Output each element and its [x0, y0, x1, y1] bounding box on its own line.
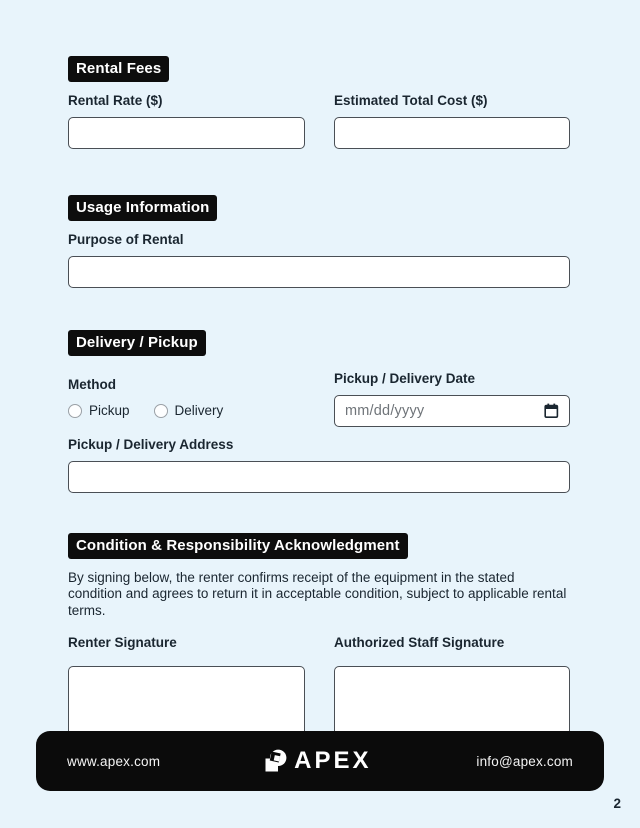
pickup-radio-label: Pickup	[89, 403, 130, 418]
section-title-delivery-pickup: Delivery / Pickup	[68, 330, 206, 356]
method-option-delivery[interactable]	[154, 403, 224, 418]
calendar-icon[interactable]	[544, 403, 559, 419]
rental-rate-label: Rental Rate ($)	[68, 93, 163, 108]
section-title-acknowledgment: Condition & Responsibility Acknowledgment	[68, 533, 408, 559]
section-usage-information	[68, 195, 570, 288]
estimated-total-cost-input[interactable]	[334, 117, 570, 149]
pickup-delivery-address-label: Pickup / Delivery Address	[68, 437, 234, 452]
page-number: 2	[613, 796, 621, 811]
rental-rate-input[interactable]	[68, 117, 305, 149]
section-rental-fees	[68, 56, 570, 149]
brand-wordmark: APEX	[294, 747, 372, 774]
pickup-delivery-date-input[interactable]	[334, 395, 570, 427]
footer-email[interactable]: info@apex.com	[476, 753, 573, 769]
section-delivery-pickup	[68, 330, 570, 493]
purpose-of-rental-input[interactable]	[68, 256, 570, 288]
apex-logo-icon	[265, 749, 287, 773]
pickup-radio-button[interactable]	[68, 404, 82, 418]
method-radio-group	[68, 403, 305, 418]
renter-signature-label: Renter Signature	[68, 635, 177, 651]
estimated-total-cost-label: Estimated Total Cost ($)	[334, 93, 488, 108]
method-option-pickup[interactable]	[68, 403, 130, 418]
acknowledgment-text: By signing below, the renter confirms receipt of the equipment in the stated condition and agrees to return it in acceptable condition, subject to applicable rental terms.	[68, 570, 567, 618]
brand-lockup	[265, 747, 371, 775]
section-title-usage-information: Usage Information	[68, 195, 217, 221]
section-acknowledgment	[68, 533, 570, 743]
date-placeholder: mm/dd/yyyy	[345, 403, 425, 419]
footer-bar	[36, 731, 604, 791]
pickup-delivery-address-input[interactable]	[68, 461, 570, 493]
delivery-radio-button[interactable]	[154, 404, 168, 418]
pickup-delivery-date-label: Pickup / Delivery Date	[334, 371, 476, 386]
section-title-rental-fees: Rental Fees	[68, 56, 169, 82]
footer-website[interactable]: www.apex.com	[67, 753, 161, 769]
delivery-radio-label: Delivery	[174, 403, 224, 418]
purpose-of-rental-label: Purpose of Rental	[68, 232, 184, 247]
method-label: Method	[68, 377, 116, 392]
staff-signature-label: Authorized Staff Signature	[334, 635, 505, 651]
